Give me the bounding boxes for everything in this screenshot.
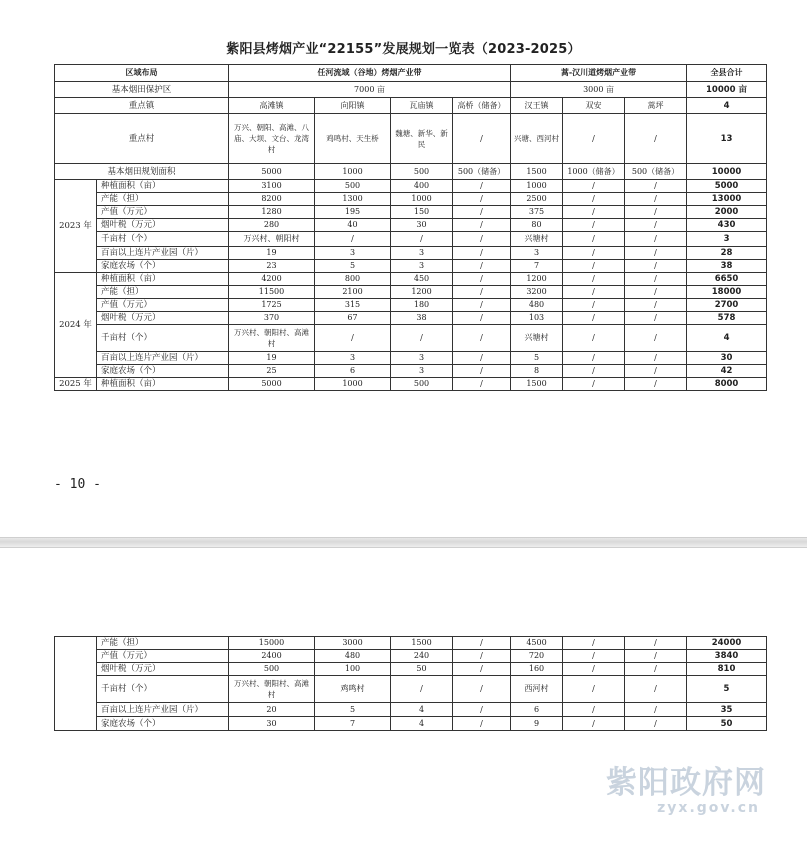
data-row — [55, 637, 767, 650]
cell: / — [625, 232, 687, 247]
cell: / — [453, 378, 511, 391]
total-cell: 2000 — [687, 206, 767, 219]
total-cell: 6650 — [687, 273, 767, 286]
cell: 1500 — [511, 164, 563, 180]
cell: / — [563, 676, 625, 703]
total-cell: 35 — [687, 703, 767, 717]
header-row — [55, 65, 767, 82]
cell: 7 — [511, 260, 563, 273]
total-cell: 50 — [687, 717, 767, 731]
data-row — [55, 299, 767, 312]
cell: / — [453, 114, 511, 164]
cell: 3 — [511, 247, 563, 260]
data-row — [55, 650, 767, 663]
cell: / — [625, 273, 687, 286]
header-belt1: 任河流域（谷地）烤烟产业带 — [229, 65, 511, 82]
data-row — [55, 365, 767, 378]
data-row — [55, 193, 767, 206]
cell: / — [563, 193, 625, 206]
watermark-url: zyx.gov.cn — [657, 800, 760, 816]
cell: 25 — [229, 365, 315, 378]
cell: / — [563, 232, 625, 247]
total-cell: 10000 — [687, 164, 767, 180]
total-cell: 38 — [687, 260, 767, 273]
cell: / — [563, 378, 625, 391]
data-row — [55, 273, 767, 286]
cell: 23 — [229, 260, 315, 273]
cell: / — [453, 312, 511, 325]
cell: / — [563, 365, 625, 378]
town-cell: 向阳镇 — [315, 98, 391, 114]
cell: 3000 亩 — [511, 82, 687, 98]
cell: 兴塘村 — [511, 325, 563, 352]
cell: 5000 — [229, 378, 315, 391]
cell: / — [563, 637, 625, 650]
cell: 4200 — [229, 273, 315, 286]
cell: / — [625, 312, 687, 325]
cell: 3 — [391, 247, 453, 260]
row-label: 产值（万元） — [97, 299, 229, 312]
year-label: 2024 年 — [55, 273, 97, 378]
cell: 兴塘村 — [511, 232, 563, 247]
cell: 500 — [229, 663, 315, 676]
cell: 1000（储备） — [563, 164, 625, 180]
cell: 5 — [315, 703, 391, 717]
year-2023-group — [55, 180, 767, 273]
cell: / — [563, 247, 625, 260]
total-cell: 28 — [687, 247, 767, 260]
cell: 38 — [391, 312, 453, 325]
cell: 1200 — [391, 286, 453, 299]
cell: / — [563, 260, 625, 273]
row-label: 产值（万元） — [97, 650, 229, 663]
cell: 370 — [229, 312, 315, 325]
cell: 3200 — [511, 286, 563, 299]
cell: 1500 — [511, 378, 563, 391]
cell: 9 — [511, 717, 563, 731]
cell: 160 — [511, 663, 563, 676]
cell: / — [625, 219, 687, 232]
cell: 1000 — [391, 193, 453, 206]
cell: 1300 — [315, 193, 391, 206]
plan-area-row — [55, 164, 767, 180]
data-row — [55, 180, 767, 193]
cell: 500（储备） — [625, 164, 687, 180]
cell: 3 — [391, 260, 453, 273]
cell: / — [453, 365, 511, 378]
cell: 西河村 — [511, 676, 563, 703]
row-label: 产值（万元） — [97, 206, 229, 219]
data-row — [55, 717, 767, 731]
cell: 鸡鸣村、天生桥 — [315, 114, 391, 164]
cell: 100 — [315, 663, 391, 676]
cell: 3000 — [315, 637, 391, 650]
total-cell: 578 — [687, 312, 767, 325]
cell: 6 — [511, 703, 563, 717]
cell: / — [625, 676, 687, 703]
cell: 2400 — [229, 650, 315, 663]
cell: 195 — [315, 206, 391, 219]
cell: / — [453, 650, 511, 663]
cell: / — [453, 206, 511, 219]
cell: / — [563, 650, 625, 663]
header-total: 全县合计 — [687, 65, 767, 82]
cell: / — [625, 365, 687, 378]
cell: 1200 — [511, 273, 563, 286]
cell: 万兴村、朝阳村 — [229, 232, 315, 247]
cell: / — [563, 286, 625, 299]
row-label: 基本烟田规划面积 — [55, 164, 229, 180]
cell: 3 — [315, 352, 391, 365]
cell: 450 — [391, 273, 453, 286]
row-label: 百亩以上连片产业园（片） — [97, 703, 229, 717]
cell: 8200 — [229, 193, 315, 206]
town-cell: 瓦庙镇 — [391, 98, 453, 114]
town-cell: 双安 — [563, 98, 625, 114]
total-cell: 8000 — [687, 378, 767, 391]
total-cell: 3840 — [687, 650, 767, 663]
cell: 800 — [315, 273, 391, 286]
cell: / — [453, 180, 511, 193]
cell: / — [453, 286, 511, 299]
cell: 30 — [229, 717, 315, 731]
cell: 5 — [315, 260, 391, 273]
total-cell: 18000 — [687, 286, 767, 299]
cell: / — [315, 232, 391, 247]
cell: / — [315, 325, 391, 352]
total-cell: 5000 — [687, 180, 767, 193]
row-label: 种植面积（亩） — [97, 273, 229, 286]
cell: 3 — [391, 352, 453, 365]
cell: 180 — [391, 299, 453, 312]
data-row — [55, 325, 767, 352]
cell: 19 — [229, 247, 315, 260]
total-cell: 3 — [687, 232, 767, 247]
cell: / — [453, 717, 511, 731]
cell: 500 — [391, 164, 453, 180]
cell: 2100 — [315, 286, 391, 299]
cell: 鸡鸣村 — [315, 676, 391, 703]
cell: / — [391, 325, 453, 352]
year-2025-group-start — [55, 378, 767, 391]
town-cell: 蒿坪 — [625, 98, 687, 114]
data-row — [55, 219, 767, 232]
protected-area-row — [55, 82, 767, 98]
cell: 480 — [315, 650, 391, 663]
cell: 240 — [391, 650, 453, 663]
data-row — [55, 378, 767, 391]
data-row — [55, 260, 767, 273]
cell: 万兴村、朝阳村、高滩村 — [229, 676, 315, 703]
page-title: 紫阳县烤烟产业“22155”发展规划一览表（2023-2025） — [226, 42, 581, 57]
cell: 19 — [229, 352, 315, 365]
cell: / — [563, 717, 625, 731]
cell: / — [453, 219, 511, 232]
plan-table-part2 — [54, 636, 767, 731]
cell: 1000 — [511, 180, 563, 193]
year-label-continued — [55, 637, 97, 731]
total-cell: 5 — [687, 676, 767, 703]
cell: 5 — [511, 352, 563, 365]
cell: 375 — [511, 206, 563, 219]
cell: / — [625, 286, 687, 299]
row-label: 家庭农场（个） — [97, 260, 229, 273]
town-cell: 高桥（储备） — [453, 98, 511, 114]
cell: 30 — [391, 219, 453, 232]
row-label: 烟叶税（万元） — [97, 219, 229, 232]
cell: 3 — [391, 365, 453, 378]
year-label: 2025 年 — [55, 378, 97, 391]
cell: / — [453, 273, 511, 286]
cell: 5000 — [229, 164, 315, 180]
cell: 720 — [511, 650, 563, 663]
cell: / — [625, 637, 687, 650]
cell: 15000 — [229, 637, 315, 650]
row-label: 百亩以上连片产业园（片） — [97, 352, 229, 365]
key-towns-row — [55, 98, 767, 114]
cell: 4 — [391, 703, 453, 717]
cell: / — [625, 378, 687, 391]
cell: / — [563, 325, 625, 352]
year-2024-group — [55, 273, 767, 378]
cell: / — [453, 247, 511, 260]
row-label: 百亩以上连片产业园（片） — [97, 247, 229, 260]
cell: 4500 — [511, 637, 563, 650]
total-cell: 10000 亩 — [687, 82, 767, 98]
cell: / — [453, 637, 511, 650]
cell: / — [625, 180, 687, 193]
data-row — [55, 703, 767, 717]
watermark-main: 紫阳政府网 — [606, 765, 766, 801]
plan-table-part1 — [54, 64, 767, 391]
cell: 兴塘、西河村 — [511, 114, 563, 164]
cell: 103 — [511, 312, 563, 325]
cell: 280 — [229, 219, 315, 232]
cell: 500 — [315, 180, 391, 193]
header-region: 区域布局 — [55, 65, 229, 82]
cell: / — [453, 325, 511, 352]
cell: 7 — [315, 717, 391, 731]
header-belt2: 蒿-汉川道烤烟产业带 — [511, 65, 687, 82]
cell: / — [625, 299, 687, 312]
data-row — [55, 663, 767, 676]
data-row — [55, 676, 767, 703]
cell: / — [563, 312, 625, 325]
total-cell: 4 — [687, 325, 767, 352]
cell: 500 — [391, 378, 453, 391]
cell: / — [625, 352, 687, 365]
cell: 魏塘、新华、新民 — [391, 114, 453, 164]
cell: / — [563, 663, 625, 676]
data-row — [55, 232, 767, 247]
row-label: 产能（担） — [97, 286, 229, 299]
page-number: - 10 - — [54, 477, 101, 492]
row-label: 千亩村（个） — [97, 676, 229, 703]
cell: 3 — [315, 247, 391, 260]
cell: 3100 — [229, 180, 315, 193]
key-villages-row — [55, 114, 767, 164]
total-cell: 13 — [687, 114, 767, 164]
cell: 4 — [391, 717, 453, 731]
cell: 8 — [511, 365, 563, 378]
total-cell: 24000 — [687, 637, 767, 650]
cell: 67 — [315, 312, 391, 325]
cell: / — [453, 663, 511, 676]
cell: / — [563, 114, 625, 164]
row-label: 千亩村（个） — [97, 325, 229, 352]
cell: / — [625, 663, 687, 676]
cell: 20 — [229, 703, 315, 717]
cell: 150 — [391, 206, 453, 219]
row-label: 家庭农场（个） — [97, 365, 229, 378]
data-row — [55, 352, 767, 365]
total-cell: 30 — [687, 352, 767, 365]
row-label: 烟叶税（万元） — [97, 663, 229, 676]
cell: 1280 — [229, 206, 315, 219]
cell: / — [563, 206, 625, 219]
cell: / — [625, 114, 687, 164]
page-separator — [0, 537, 807, 548]
total-cell: 4 — [687, 98, 767, 114]
town-cell: 高滩镇 — [229, 98, 315, 114]
cell: / — [563, 219, 625, 232]
cell: 11500 — [229, 286, 315, 299]
cell: / — [563, 352, 625, 365]
cell: 万兴村、朝阳村、高滩村 — [229, 325, 315, 352]
cell: / — [563, 703, 625, 717]
total-cell: 2700 — [687, 299, 767, 312]
cell: / — [563, 273, 625, 286]
cell: 2500 — [511, 193, 563, 206]
data-row — [55, 247, 767, 260]
cell: / — [625, 650, 687, 663]
cell: / — [625, 703, 687, 717]
town-cell: 汉王镇 — [511, 98, 563, 114]
cell: / — [453, 260, 511, 273]
cell: / — [563, 180, 625, 193]
row-label: 家庭农场（个） — [97, 717, 229, 731]
row-label: 产能（担） — [97, 193, 229, 206]
cell: / — [453, 193, 511, 206]
row-label: 种植面积（亩） — [97, 378, 229, 391]
row-label: 重点村 — [55, 114, 229, 164]
row-label: 基本烟田保护区 — [55, 82, 229, 98]
data-row — [55, 312, 767, 325]
row-label: 种植面积（亩） — [97, 180, 229, 193]
year-2025-group-continued — [55, 637, 767, 731]
cell: / — [453, 352, 511, 365]
watermark-logo — [606, 766, 776, 816]
cell: / — [453, 703, 511, 717]
total-cell: 42 — [687, 365, 767, 378]
cell: 7000 亩 — [229, 82, 511, 98]
data-row — [55, 286, 767, 299]
cell: 1000 — [315, 164, 391, 180]
cell: 80 — [511, 219, 563, 232]
cell: 50 — [391, 663, 453, 676]
total-cell: 430 — [687, 219, 767, 232]
cell: 1000 — [315, 378, 391, 391]
row-label: 烟叶税（万元） — [97, 312, 229, 325]
year-label: 2023 年 — [55, 180, 97, 273]
cell: 315 — [315, 299, 391, 312]
cell: / — [453, 676, 511, 703]
cell: / — [625, 193, 687, 206]
row-label: 重点镇 — [55, 98, 229, 114]
cell: 1500 — [391, 637, 453, 650]
cell: / — [391, 676, 453, 703]
cell: 400 — [391, 180, 453, 193]
cell: 40 — [315, 219, 391, 232]
cell: / — [453, 299, 511, 312]
cell: / — [563, 299, 625, 312]
data-row — [55, 206, 767, 219]
cell: / — [453, 232, 511, 247]
row-label: 产能（担） — [97, 637, 229, 650]
row-label: 千亩村（个） — [97, 232, 229, 247]
cell: 500（储备） — [453, 164, 511, 180]
total-cell: 810 — [687, 663, 767, 676]
cell: 万兴、朝阳、高滩、八庙、大坝、文台、龙湾村 — [229, 114, 315, 164]
cell: / — [625, 206, 687, 219]
cell: 6 — [315, 365, 391, 378]
cell: 1725 — [229, 299, 315, 312]
total-cell: 13000 — [687, 193, 767, 206]
cell: / — [625, 717, 687, 731]
cell: / — [625, 325, 687, 352]
cell: / — [625, 247, 687, 260]
cell: 480 — [511, 299, 563, 312]
cell: / — [391, 232, 453, 247]
cell: / — [625, 260, 687, 273]
